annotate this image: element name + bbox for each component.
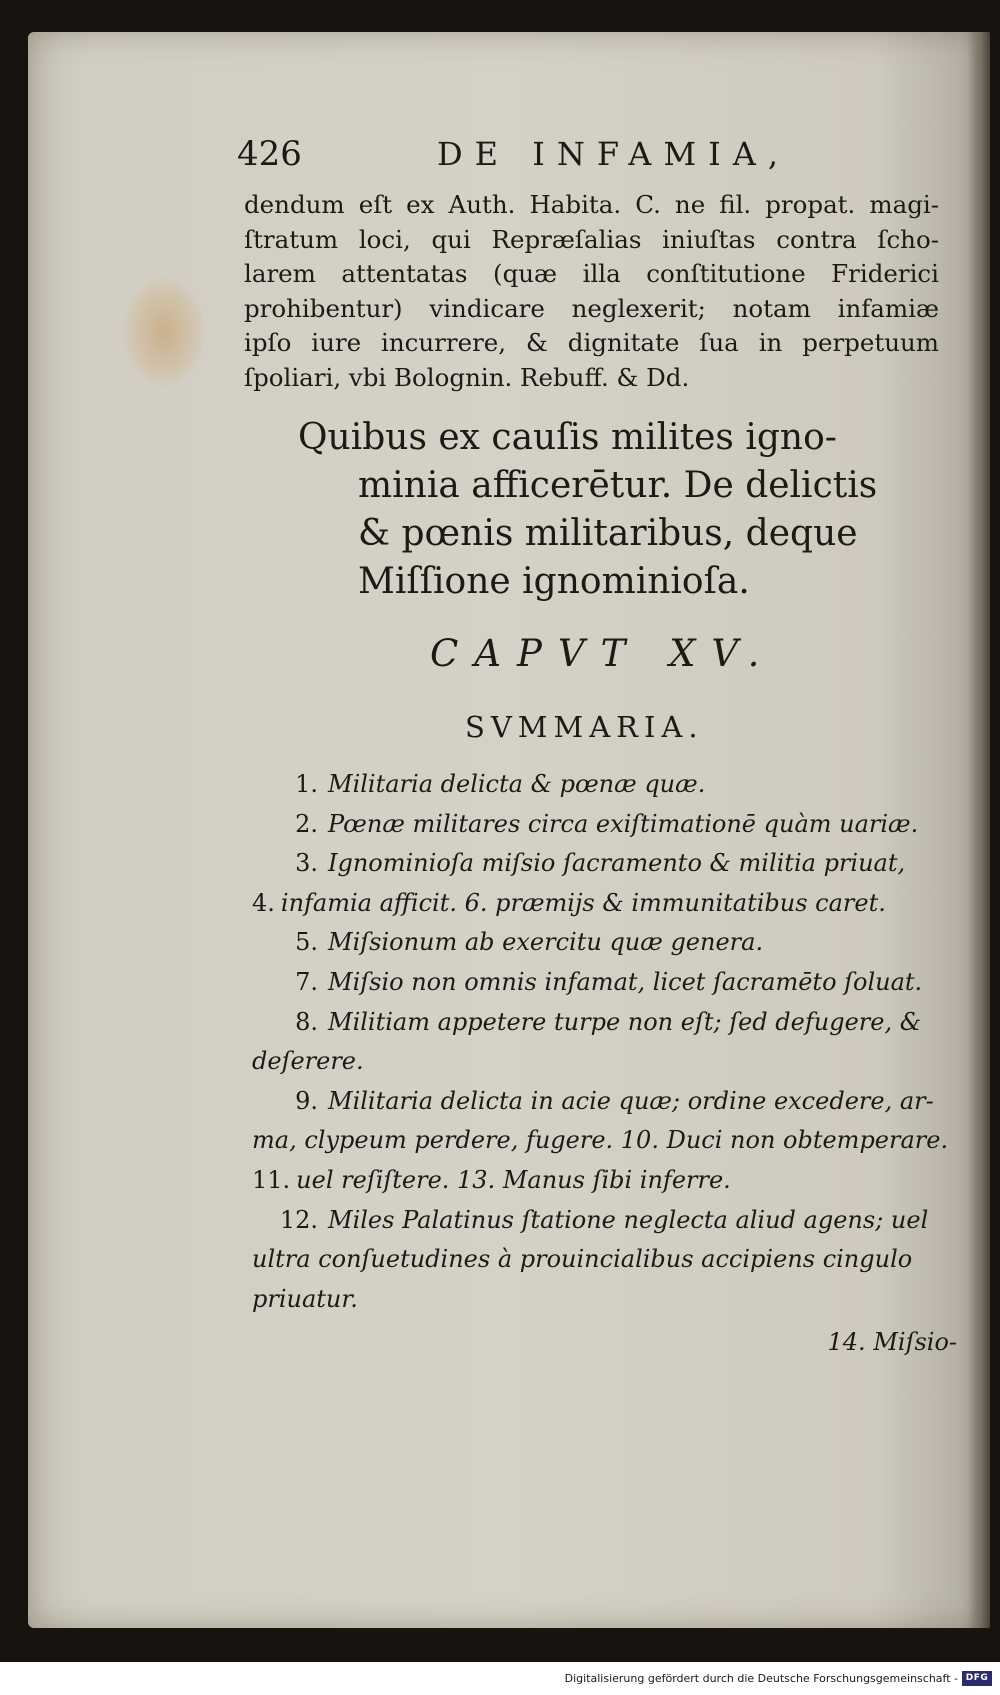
summary-number: 5. — [295, 928, 318, 957]
summary-item-continuation — [252, 1121, 957, 1161]
summary-text: infamia afficit. 6. præmijs & immunitatibus caret. — [280, 888, 886, 917]
summary-item — [252, 844, 957, 884]
summary-text: ultra conſuetudines à prouincialibus accipiens cingulo — [252, 1245, 913, 1274]
summary-number: 1. — [295, 770, 318, 798]
dfg-logo-icon: DFG — [962, 1671, 992, 1686]
summary-item — [252, 963, 957, 1003]
running-head — [237, 134, 927, 184]
paragraph-line: ſtratum loci, qui Repræſalias iniuſtas contra ſcho- — [244, 224, 939, 254]
digitization-footer — [0, 1662, 1000, 1695]
summary-item — [252, 1082, 957, 1122]
catchword: 14. Miſsio- — [827, 1328, 957, 1357]
summary-number: 7. — [295, 967, 318, 996]
summaria-title: SVMMARIA. — [465, 710, 704, 744]
chapter-heading — [298, 414, 908, 606]
folio-number: 426 — [237, 134, 302, 174]
summary-text: deſerere. — [252, 1047, 364, 1076]
page-edge-shadow — [968, 32, 990, 1628]
summary-text: Miſsionum ab exercitu quæ genera. — [328, 928, 764, 957]
summary-number: 11. — [252, 1165, 291, 1194]
summary-text: Pœnæ militares circa exiſtimationē quàm uariæ. — [328, 809, 919, 838]
summary-item-continuation — [252, 1280, 957, 1320]
foxing-stain — [124, 277, 204, 387]
summary-number: 9. — [295, 1086, 318, 1115]
summary-item — [252, 805, 957, 845]
summary-item-continuation — [252, 1240, 957, 1280]
paragraph-line: prohibentur) vindicare neglexerit; notam infamiæ — [244, 293, 939, 323]
summary-text: priuatur. — [252, 1284, 358, 1313]
summary-number: 12. — [279, 1205, 318, 1234]
summary-text: Ignominioſa miſsio ſacramento & militia priuat, — [328, 849, 906, 878]
summary-list — [252, 765, 957, 1363]
summary-item — [252, 884, 957, 924]
summary-item — [252, 923, 957, 963]
chapter-heading-line: & pœnis militaribus, deque — [358, 513, 858, 554]
summary-text: Militaria delicta in acie quæ; ordine excedere, ar- — [328, 1086, 934, 1115]
summary-item-continuation — [252, 1042, 957, 1082]
chapter-number: CAPVT XV. — [430, 632, 776, 675]
paragraph-line: larem attentatas (quæ illa conſtitutione Friderici — [244, 259, 939, 288]
chapter-heading-line: Miſſione ignominioſa. — [358, 561, 750, 602]
summary-number: 4. — [252, 888, 275, 917]
funding-credit: Digitalisierung gefördert durch die Deutsche Forschungsgemeinschaft - — [564, 1672, 958, 1685]
summary-text: Miles Palatinus ſtatione neglecta aliud agens; uel — [328, 1205, 929, 1234]
paragraph-line: dendum eſt ex Auth. Habita. C. ne fil. propat. magi- — [244, 190, 939, 219]
summary-item — [252, 1161, 957, 1201]
summary-text: Militaria delicta & pœnæ quæ. — [328, 770, 706, 798]
summary-item — [252, 765, 957, 805]
summary-number: 8. — [295, 1007, 318, 1036]
paragraph-line: ipſo iure incurrere, & dignitate ſua in perpetuum — [244, 328, 939, 357]
summary-text: uel reſiſtere. 13. Manus ſibi inferre. — [296, 1165, 731, 1194]
chapter-heading-line: Quibus ex cauſis milites igno- — [298, 417, 837, 458]
summary-number: 2. — [295, 809, 318, 838]
chapter-heading-line: minia afficerētur. De delictis — [358, 465, 878, 506]
body-paragraph — [244, 188, 939, 395]
summary-item — [252, 1201, 957, 1241]
summary-text: ma, clypeum perdere, fugere. 10. Duci non obtemperare. — [252, 1126, 949, 1155]
summary-number: 3. — [295, 849, 318, 878]
summary-text: Miſsio non omnis infamat, licet ſacramēto ſoluat. — [328, 967, 923, 996]
paragraph-line: ſpoliari, vbi Bolognin. Rebuff. & Dd. — [244, 362, 690, 392]
summary-item — [252, 1003, 957, 1043]
summary-text: Militiam appetere turpe non eſt; ſed defugere, & — [328, 1007, 922, 1036]
running-title: DE INFAMIA, — [437, 135, 791, 173]
